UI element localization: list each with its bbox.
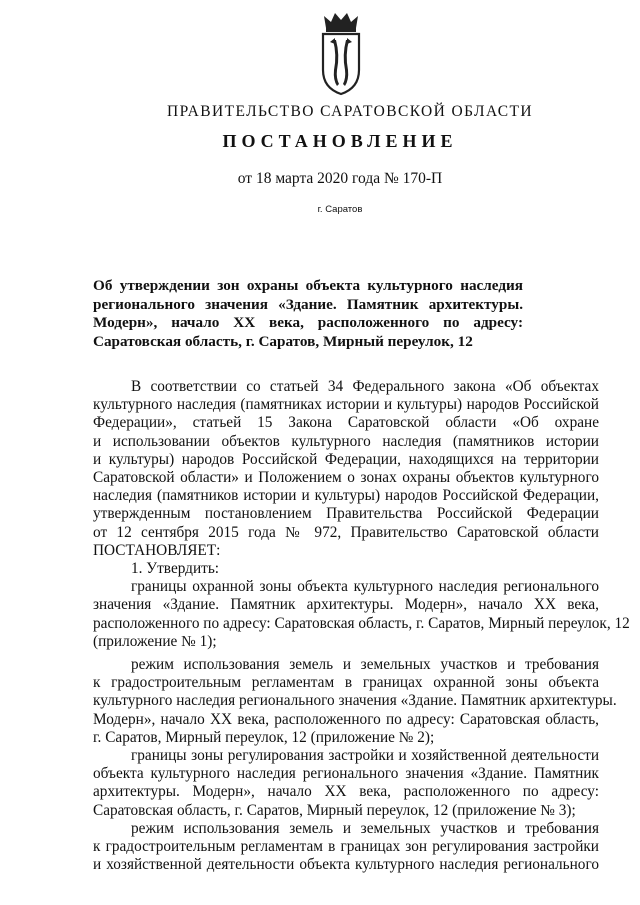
document-city: г. Саратов bbox=[317, 204, 363, 215]
body-line: и культуры) народов Российской Федерации, находящихся на территории bbox=[93, 450, 599, 468]
body-line: 1. Утвердить: bbox=[131, 560, 220, 578]
title-line: регионального значения «Здание. Памятник архитектуры. bbox=[93, 295, 523, 313]
body-line: ПОСТАНОВЛЯЕТ: bbox=[93, 541, 221, 559]
body-line: к градостроительным регламентам в границах охранной зоны объекта bbox=[93, 674, 599, 692]
body-line: Саратовская область, г. Саратов, Мирный переулок, 12 (приложение № 3); bbox=[93, 801, 576, 819]
body-line: Саратовской области» и Положением о зонах охраны объектов культурного bbox=[93, 469, 599, 487]
document-title bbox=[93, 277, 523, 351]
body-line: от 12 сентября 2015 года № 972, Правительство Саратовской области bbox=[93, 523, 599, 541]
saratov-coat-of-arms-icon bbox=[318, 10, 364, 96]
body-line: утвержденным постановлением Правительства Российской Федерации bbox=[93, 505, 599, 523]
body-line: режим использования земель и земельных участков и требования bbox=[131, 656, 599, 674]
body-line: и хозяйственной деятельности объекта культурного наследия регионального bbox=[93, 856, 599, 874]
body-line: Федерации», статьей 15 Закона Саратовской области «Об охране bbox=[93, 414, 599, 432]
government-name: ПРАВИТЕЛЬСТВО САРАТОВСКОЙ ОБЛАСТИ bbox=[167, 103, 533, 120]
document-type: ПОСТАНОВЛЕНИЕ bbox=[222, 131, 458, 151]
document-date-number: от 18 марта 2020 года № 170-П bbox=[237, 170, 443, 187]
body-line: архитектуры. Модерн», начало XX века, расположенного по адресу: bbox=[93, 783, 599, 801]
body-line: (приложение № 1); bbox=[93, 632, 217, 650]
body-line: наследия (памятников истории и культуры) народов Российской Федерации, bbox=[93, 487, 599, 505]
body-line: расположенного по адресу: Саратовская область, г. Саратов, Мирный переулок, 12 bbox=[93, 614, 630, 632]
body-line: границы зоны регулирования застройки и хозяйственной деятельности bbox=[131, 747, 599, 765]
body-line: г. Саратов, Мирный переулок, 12 (приложение № 2); bbox=[93, 728, 435, 746]
body-line: Модерн», начало XX века, расположенного по адресу: Саратовская область, bbox=[93, 710, 599, 728]
body-line: объекта культурного наследия регионального значения «Здание. Памятник bbox=[93, 765, 599, 783]
body-line: значения «Здание. Памятник архитектуры. Модерн», начало XX века, bbox=[93, 596, 599, 614]
body-line: и использовании объектов культурного наследия (памятников истории bbox=[93, 432, 599, 450]
title-line: Об утверждении зон охраны объекта культурного наследия bbox=[93, 277, 523, 294]
body-line: В соответствии со статьей 34 Федерального закона «Об объектах bbox=[131, 378, 599, 395]
body-line: культурного наследия (памятниках истории и культуры) народов Российской bbox=[93, 396, 599, 414]
title-line: Модерн», начало XX века, расположенного по адресу: bbox=[93, 314, 523, 331]
body-line: к градостроительным регламентам в границах зон регулирования застройки bbox=[93, 838, 599, 856]
body-line: режим использования земель и земельных участков и требования bbox=[131, 819, 599, 837]
title-line: Саратовская область, г. Саратов, Мирный переулок, 12 bbox=[93, 332, 473, 350]
document-body bbox=[93, 378, 630, 874]
body-line: границы охранной зоны объекта культурного наследия регионального bbox=[131, 578, 599, 596]
body-line: культурного наследия регионального значения «Здание. Памятник архитектуры. bbox=[93, 692, 617, 710]
